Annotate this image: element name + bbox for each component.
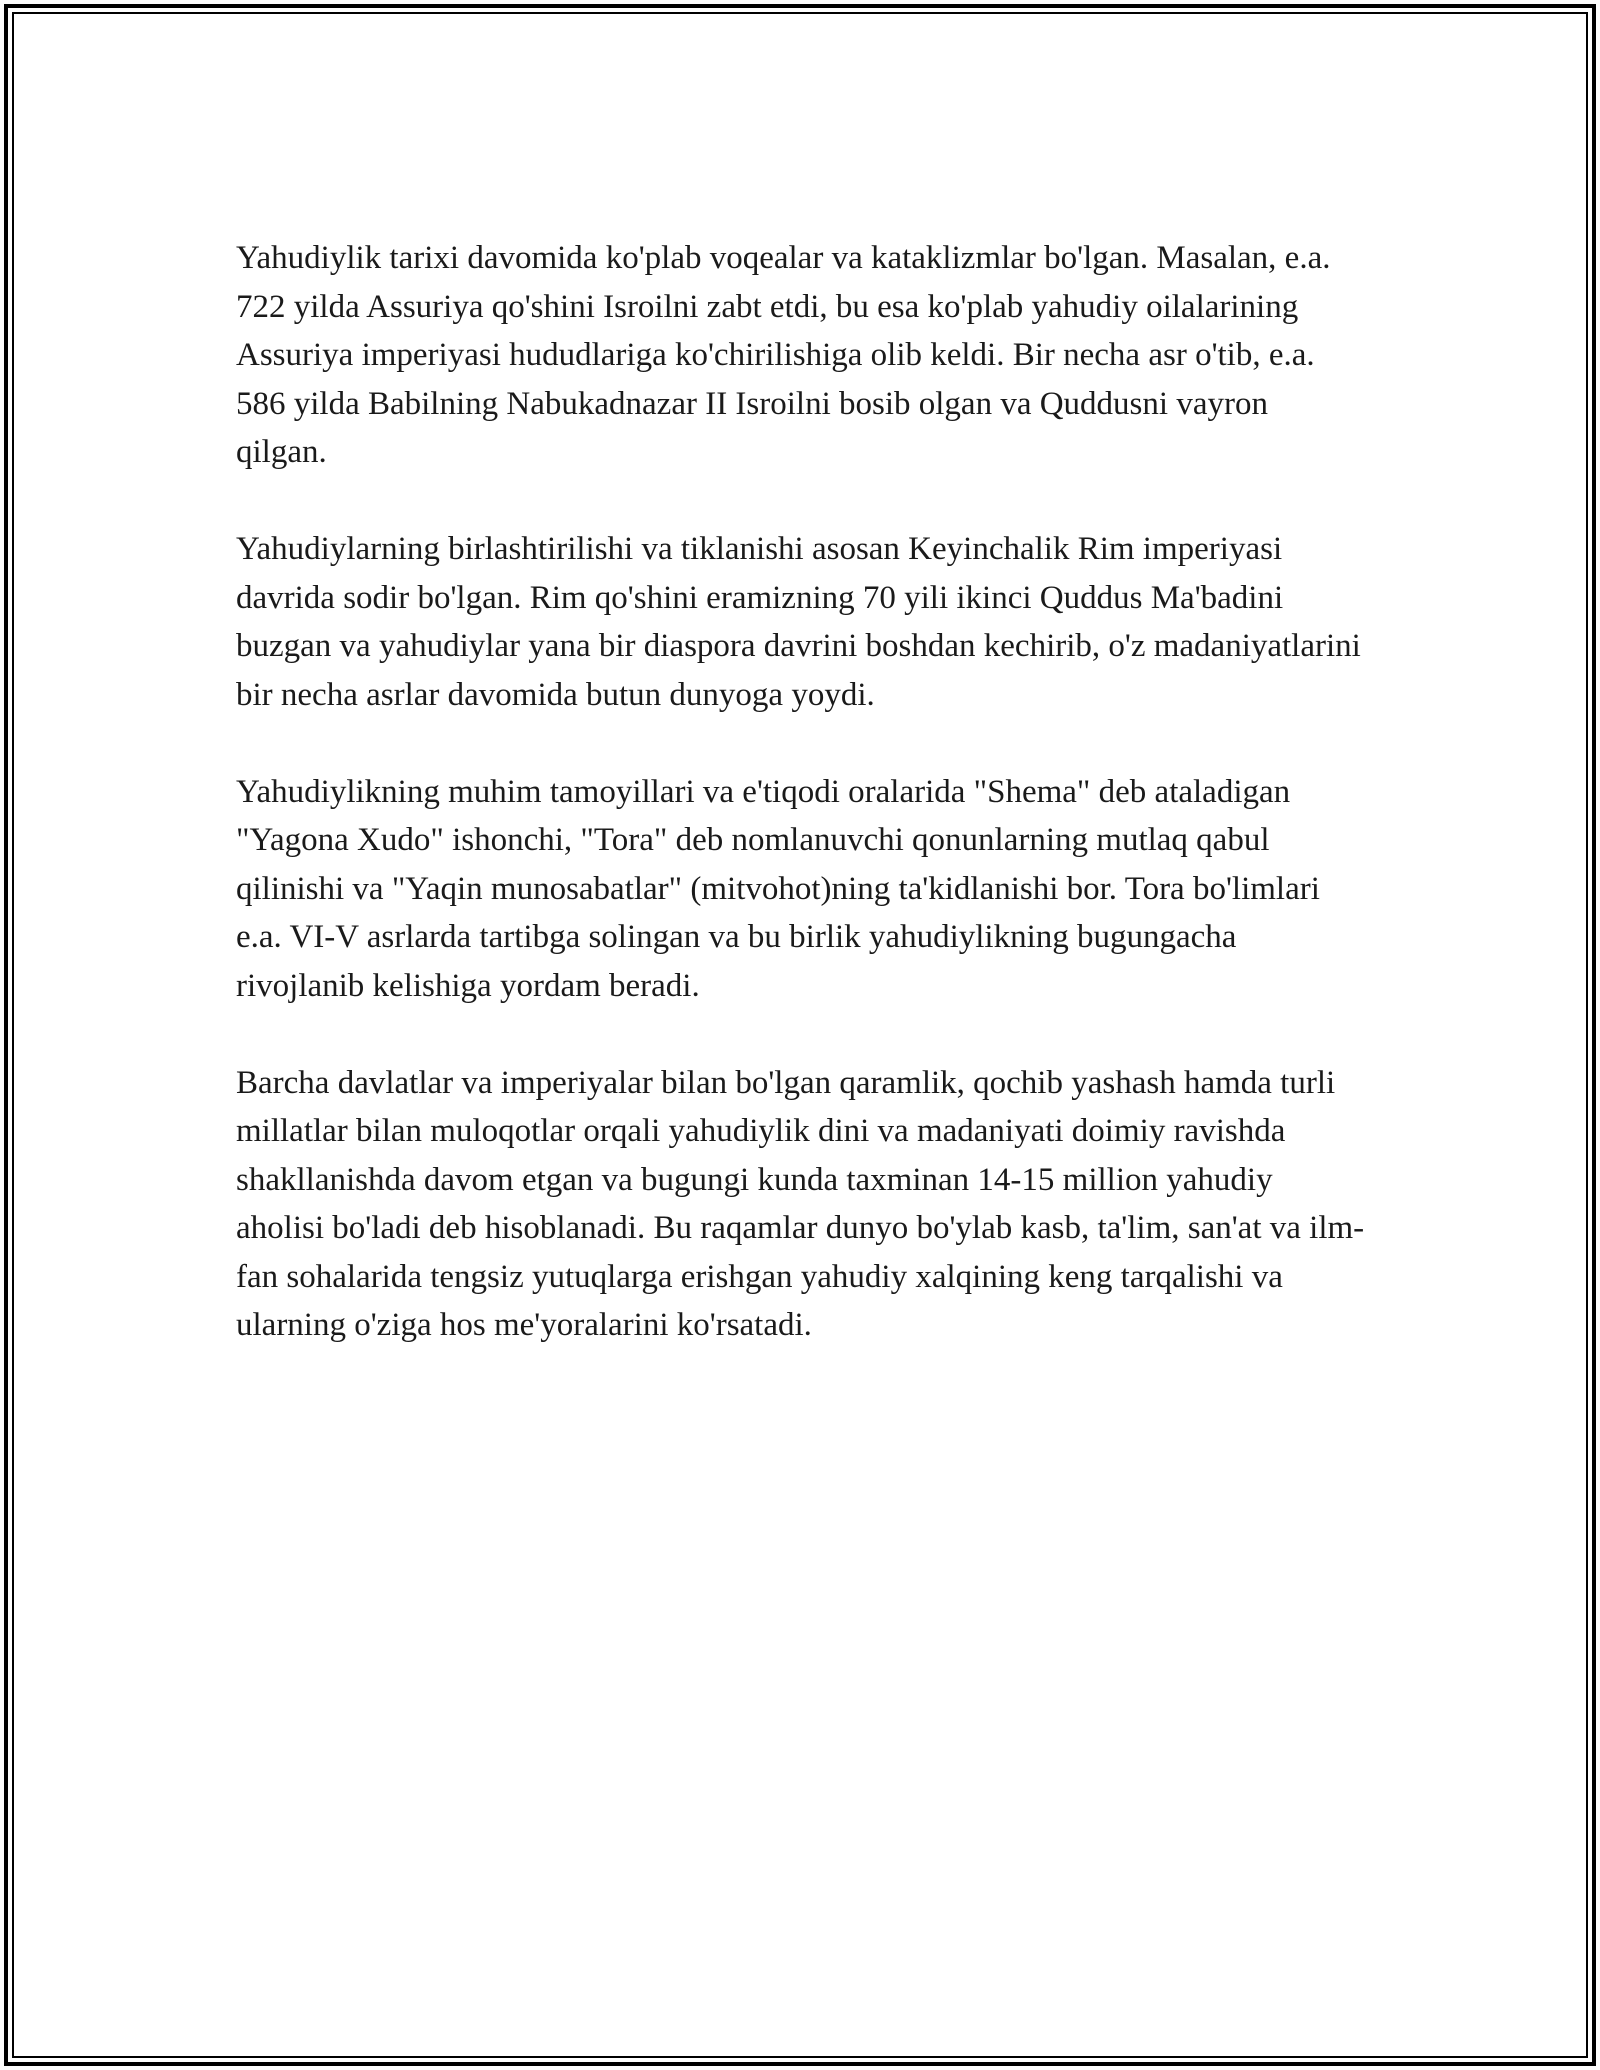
- paragraph-1: Yahudiylik tarixi davomida ko'plab voqealar va kataklizmlar bo'lgan. Masalan, e.a. 722 yilda Assuriya qo'shini Isroilni zabt etdi, bu esa ko'plab yahudiy oilalarining Assuriya imperiyasi hududlariga ko'chirilishiga olib keldi. Bir necha asr o'tib, e.a. 586 yilda Babilning Nabukadnazar II Isroilni bosib olgan va Quddusni vayron qilgan.: [236, 240, 1331, 470]
- document-body: [236, 234, 1366, 1398]
- paragraph-3: Yahudiylikning muhim tamoyillari va e'tiqodi oralarida "Shema" deb ataladigan "Yagona Xudo" ishonchi, "Tora" deb nomlanuvchi qonunlarning mutlaq qabul qilinishi va "Yaqin munosabatlar" (mitvohot)ning ta'kidlanishi bor. Tora bo'limlari e.a. VI-V asrlarda tartibga solingan va bu birlik yahudiylikning bugungacha rivojlanib kelishiga yordam beradi.: [236, 773, 1320, 1004]
- paragraph-4: Barcha davlatlar va imperiyalar bilan bo'lgan qaramlik, qochib yashash hamda turli millatlar bilan muloqotlar orqali yahudiylik dini va madaniyati doimiy ravishda shakllanishda davom etgan va bugungi kunda taxminan 14-15 million yahudiy aholisi bo'ladi deb hisoblanadi. Bu raqamlar dunyo bo'ylab kasb, ta'lim, san'at va ilm-fan sohalarida tengsiz yutuqlarga erishgan yahudiy xalqining keng tarqalishi va ularning o'ziga hos me'yoralarini ko'rsatadi.: [236, 1064, 1365, 1343]
- paragraph-2: Yahudiylarning birlashtirilishi va tiklanishi asosan Keyinchalik Rim imperiyasi davrida sodir bo'lgan. Rim qo'shini eramizning 70 yili ikinci Quddus Ma'badini buzgan va yahudiylar yana bir diaspora davrini boshdan kechirib, o'z madaniyatlarini bir necha asrlar davomida butun dunyoga yoydi.: [236, 531, 1361, 713]
